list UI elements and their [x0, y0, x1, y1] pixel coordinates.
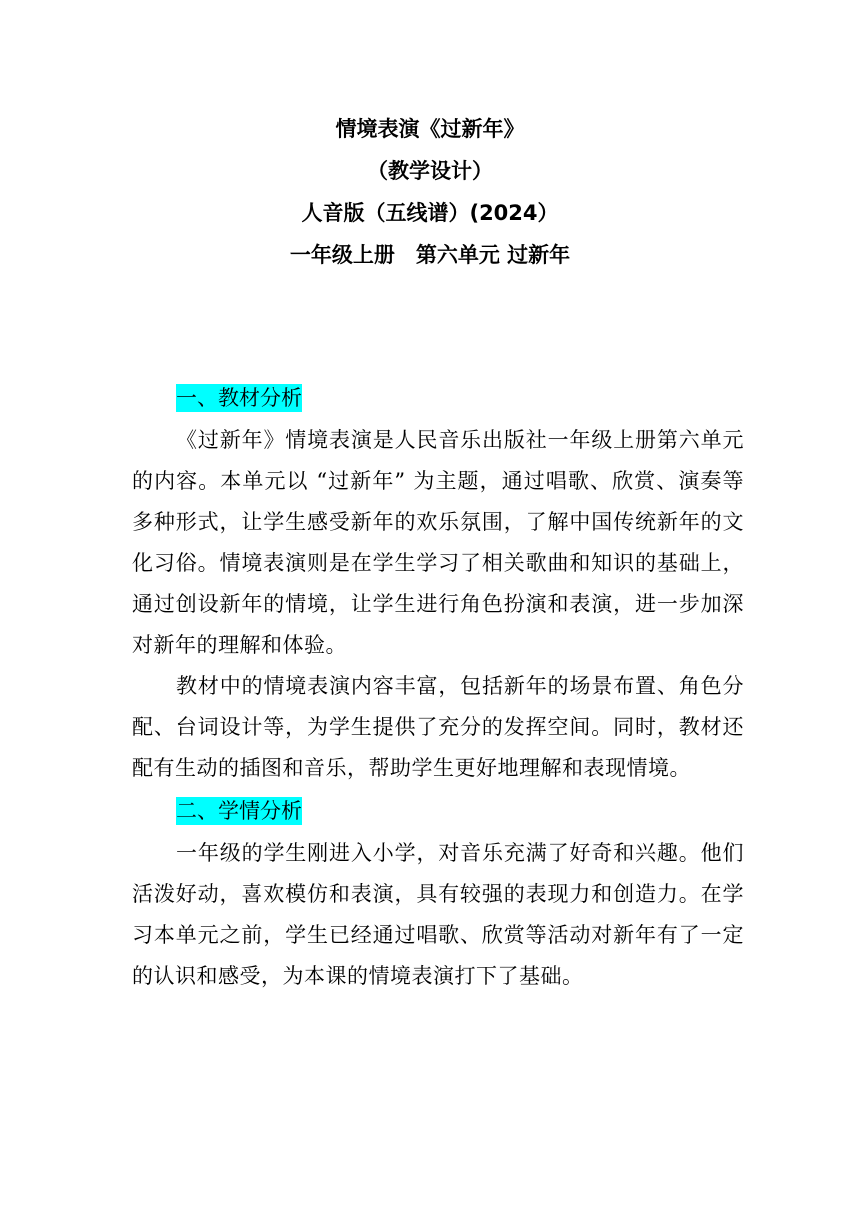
- highlighted-heading-text: 一、教材分析: [176, 386, 302, 410]
- section-heading-student-analysis: [176, 789, 744, 833]
- document-body: [132, 376, 744, 997]
- title-block: [0, 108, 860, 276]
- edition-line: 人音版（五线谱）(2024）: [301, 201, 559, 225]
- paragraph: 教材中的情境表演内容丰富，包括新年的场景布置、角色分配、台词设计等，为学生提供了充分的发挥空间。同时，教材还配有生动的插图和音乐，帮助学生更好地理解和表现情境。: [132, 674, 744, 780]
- document-title: 情境表演《过新年》: [335, 117, 525, 141]
- unit-line: 一年级上册 第六单元 过新年: [289, 243, 571, 267]
- paragraph: 一年级的学生刚进入小学，对音乐充满了好奇和兴趣。他们活泼好动，喜欢模仿和表演，具有较强的表现力和创造力。在学习本单元之前，学生已经通过唱歌、欣赏等活动对新年有了一定的认识和感受，为本课的情境表演打下了基础。: [132, 841, 744, 988]
- document-subtitle: （教学设计）: [367, 159, 493, 183]
- section-heading-textbook-analysis: [176, 376, 744, 420]
- highlighted-heading-text: 二、学情分析: [176, 799, 302, 823]
- paragraph: 《过新年》情境表演是人民音乐出版社一年级上册第六单元的内容。本单元以 “过新年” 为主题，通过唱歌、欣赏、演奏等多种形式，让学生感受新年的欢乐氛围，了解中国传统新年的文化习俗。情境表演则是在学生学习了相关歌曲和知识的基础上，通过创设新年的情境，让学生进行角色扮演和表演，进一步加深对新年的理解和体验。: [132, 428, 744, 657]
